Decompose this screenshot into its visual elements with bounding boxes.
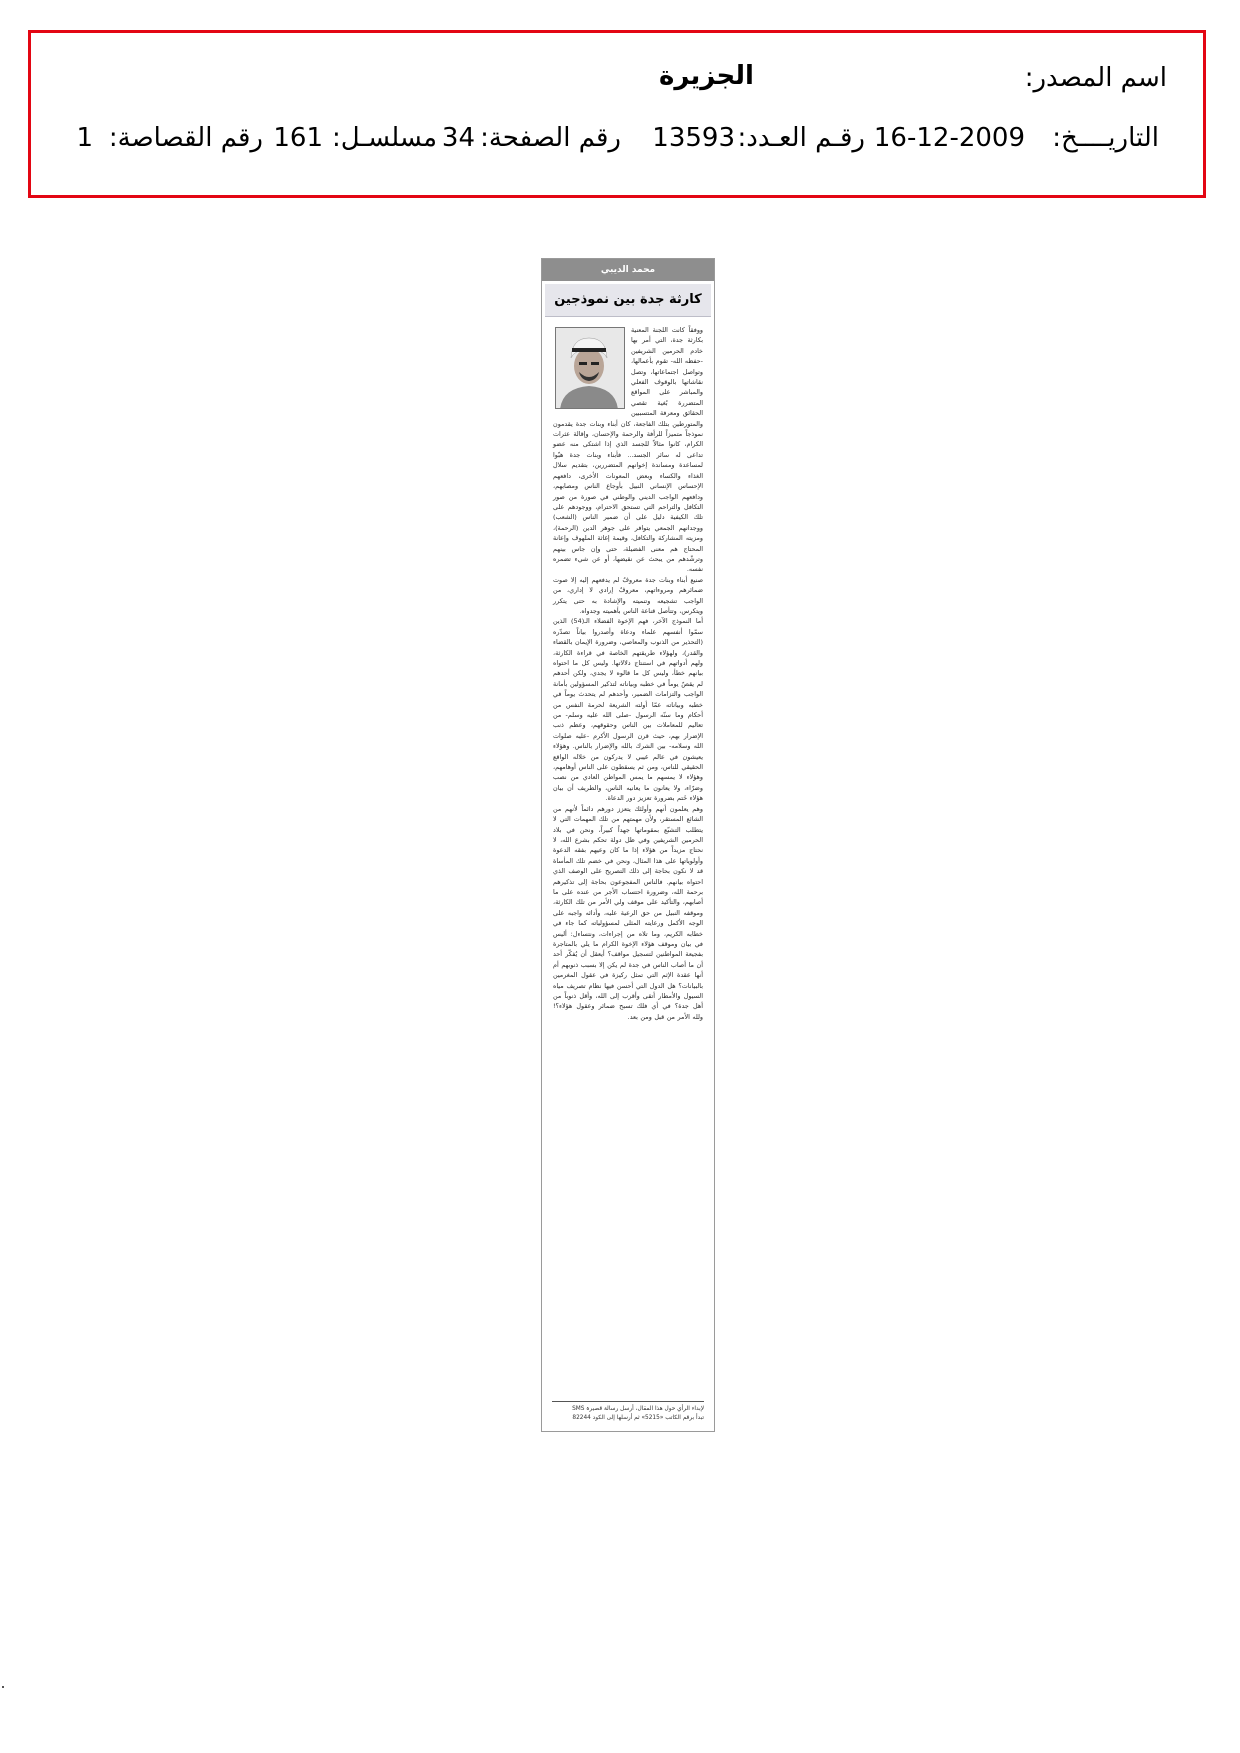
serial-value: 161: [273, 123, 323, 153]
date-label: التاريــــخ:: [1052, 123, 1159, 153]
page-value: 34: [441, 123, 475, 153]
clipping-metadata-box: [28, 30, 1206, 198]
serial-label: مسلسـل:: [332, 123, 437, 153]
newspaper-clipping: [541, 258, 715, 1432]
article-paragraph: صنيع أبناء وبنات جدة معروفٌ لم يدفعهم إليه إلا صوت ضمائرهم ومروءاتهم، معروفٌ إرادي لا إداري، من الواجب تشجيعه وتنميته والإشادة به حتى يتكرر ويتكرس، وتتأصل قناعة الناس بأهميته وجدواه.: [553, 575, 703, 615]
article-paragraph: وهم يعلمون أنهم وأولئك يتعزز دورهم دائماً لأنهم من الشائع المستقر، ولأن مهمتهم من تلك المهمات التي لا يتطلب التشبّع بمقوماتها جهداً كبيراً، ونحن في بلاد الحرمين الشريفين وفي ظل دولة تحكم بشرع الله، لا نحتاج مزيداً من هؤلاء إذا ما كان وعيهم بفقه الدعوة وأولوياتها على هذا المثال، ونحن في خضم تلك المأساة قد لا نكون بحاجة إلى ذلك التصريح على الوصف الذي احتواه بيانهم. فالناس المفجوعون بحاجة إلى تذكيرهم برحمة الله، وضرورة احتساب الأجر من عنده على ما أصابهم، والتأكيد على موقف ولي الأمر من تلك الكارثة، وموقفه النبيل من حق الرعية عليه، وأدائه واجبه على الوجه الأكمل ورعايته المثلى لمسؤولياته كما جاء في خطابه الكريم، وما تلاه من إجراءات، ونتساءل: أليس في بيان وموقف هؤلاء الإخوة الكرام ما يلي بالمتاجرة بفجيعة المواطنين لتسجيل مواقف؟ أيعقل أن يُفكّر أحد أن ما أصاب الناس في جدة لم يكن إلا بسبب ذنوبهم أم أنها عقدة الإثم التي تمثل ركيزة في عقول المغرمين بالبيانات؟ هل الدول التي أحسن فيها نظام تصريف مياه السيول والأمطار أتقى وأقرب إلى الله، وأقل ذنوباً من أهل جدة؟ في أي فلك تسبح ضمائر وعقول هؤلاء؟! ولله الأمر من قبل ومن بعد.: [553, 804, 703, 1021]
article-text: [553, 325, 703, 1022]
article-title: كارثة جدة بين نموذجين: [545, 284, 711, 317]
date-value: 16-12-2009: [873, 123, 1025, 153]
article-paragraph: أما النموذج الآخر، فهم الإخوة الفضلاء الـ(54) الذين سمّوا أنفسهم علماء ودعاة وأصدروا بياناً تصدّره (التحذير من الذنوب والمعاصي، وضرورة الإيمان بالقضاء والقدر)، ولهؤلاء طريقتهم الخاصة في قراءة الكارثة، ولهم أدواتهم في استنتاج دلالاتها. وليس كل ما احتواه بيانهم خطأ، وليس كل ما قالوه لا يجدي، ولكن أحدهم لم يقصّ يوماً في خطبه وبياناته لتذكير المسؤولين بأمانة الواجب والتزامات الضمير، وأحدهم لم يتحدث يوماً في خطبه وبياناته عمّا أولته الشريعة لحرمة النفس من أحكام وما سنّه الرسول -صلى الله عليه وسلم- من تعاليم للمعاملات بين الناس وحقوقهم، وعظم ذنب الإضرار بهم، حيث قرن الرسول الأكرم -عليه صلوات الله وسلامه- بين الشرك بالله والإضرار بالناس. وهؤلاء يعيشون في عالم غيبي لا يدركون من خلاله الواقع الحقيقي للناس، ومن ثم يسقطون على الناس أوهامهم، وهؤلاء لا يمسهم ما يمس المواطن العادي من نصب وضرّاء، ولا يعانون ما يعانيه الناس، والطريف أن بيان هؤلاء خَتم بضرورة تعزيز دور الدعاة.: [553, 617, 704, 803]
article-body: [542, 317, 714, 1022]
scan-artifact-dot: [2, 1686, 4, 1688]
author-portrait-icon: [555, 328, 624, 409]
clip-number-value: 1: [76, 123, 93, 153]
footer-line: تبدأ برقم الكاتب «5215» ثم أرسلها إلى الكود 82244: [572, 1415, 704, 1421]
source-label: اسم المصدر:: [1024, 63, 1167, 93]
clip-number-label: رقم القصاصة:: [108, 123, 263, 153]
article-footer: [552, 1401, 704, 1423]
issue-label: رقـم العـدد:: [737, 123, 865, 153]
article-paragraph: ووفقاً كانت اللجنة المعنية بكارثة جدة، التي أمر بها خادم الحرمين الشريفين -حفظه الله- تقوم بأعمالها، وتواصل اجتماعاتها، وتصل نقاشاتها بالوقوف الفعلي والمباشر على المواقع المتضررة بُغية تقصي الحقائق ومعرفة المتسببين والمتورطين بتلك الفاجعة، كان أبناء وبنات جدة يقدمون نموذجاً متميزاً للرأفة والرحمة والإحسان، وإقالة عثرات الكرام، كانوا مثالاً للجسد الذي إذا اشتكى منه عضو تداعى له سائر الجسد... فأبناء وبنات جدة هبّوا لمساعدة ومساندة إخوانهم المتضررين، بتقديم سلال الغذاء والكساء وبعض المعونات الأخرى، دافعهم الإحساس الإنساني النبيل بأوجاع الناس ومصابهم، ودافعهم الواجب الديني والوطني في صورة من صور التكافل والتراحم التي تستحق الاحترام، ووجودهم على تلك الكيفية دليل على أن ضمير الناس (الشعب) ووجدانهم الجمعي يتوافر على جوهر الدين (الرحمة)، ومزيته المشاركة والتكافل، وقيمة إغاثة الملهوف وإعانة المحتاج هم معنى الفضيلة، حتى وإن جاس بينهم وترشّدهم من يبحث عن نقيضها، أو عن شيء تضمره نفسه.: [553, 326, 703, 574]
author-photo: [555, 327, 625, 409]
author-name: محمد الديبي: [542, 259, 714, 281]
source-value: الجزيرة: [659, 61, 754, 91]
page-label: رقم الصفحة:: [480, 123, 621, 153]
footer-line: لإبداء الرأي حول هذا المقال، أرسل رسالة قصيرة SMS: [572, 1406, 704, 1412]
issue-value: 13593: [652, 123, 735, 153]
